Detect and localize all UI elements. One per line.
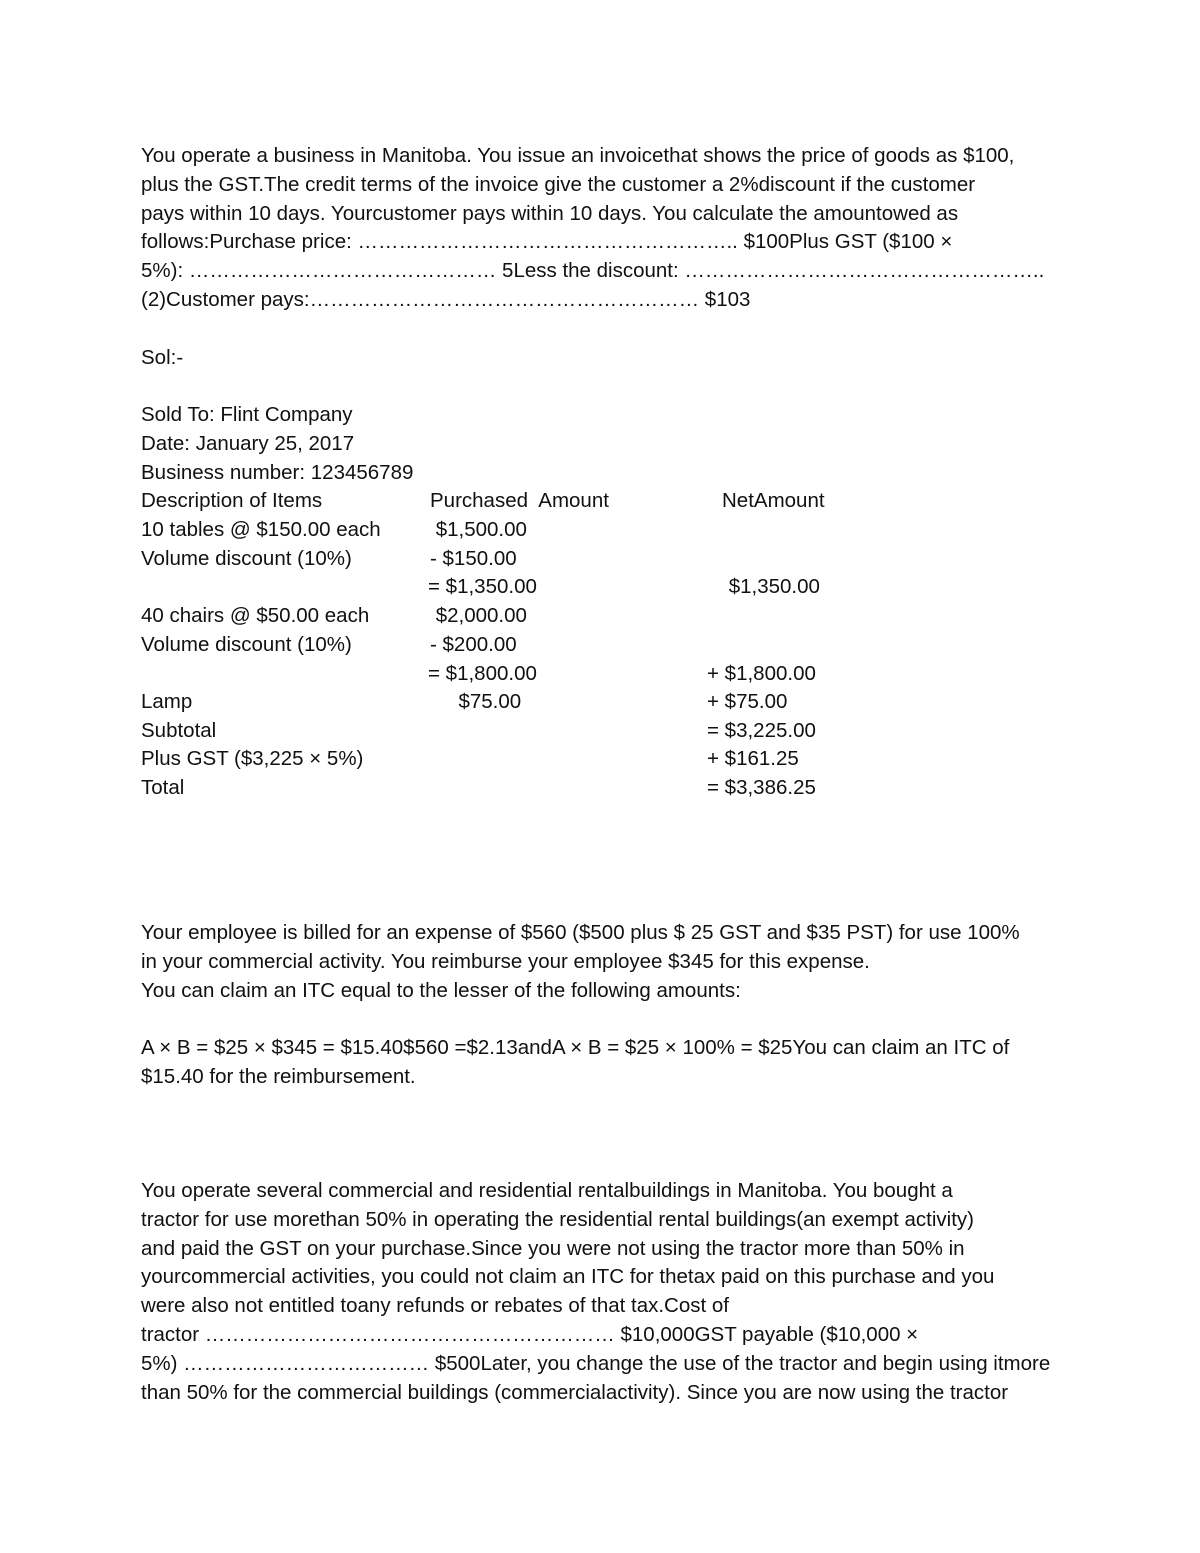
invoice-row	[141, 545, 1041, 574]
problem-2-calc-line: A × B = $25 × $345 = $15.40$560 =$2.13andA × B = $25 × 100% = $25You can claim an ITC of	[141, 1036, 1010, 1059]
invoice-row	[141, 717, 1041, 746]
sold-to: Sold To: Flint Company	[141, 403, 353, 426]
problem-2-calc-line: $15.40 for the reimbursement.	[141, 1064, 416, 1088]
problem-2-calculation	[141, 1034, 1071, 1092]
item-net-amount: = $3,225.00	[707, 719, 816, 742]
item-net-amount: + $1,800.00	[707, 662, 816, 685]
problem-3-line: 5%) ……………………………… $500Later, you change the use of the tractor and begin using itmore	[141, 1351, 1051, 1375]
invoice-date: Date: January 25, 2017	[141, 431, 355, 455]
problem-3-line: yourcommercial activities, you could not claim an ITC for thetax paid on this purchase and you	[141, 1265, 995, 1289]
invoice-header	[141, 401, 1071, 487]
problem-1-line: 5%): ……………………………………… 5Less the discount: ……………………………………………..	[141, 259, 1045, 283]
item-net-amount: + $161.25	[707, 747, 799, 770]
problem-1-line: follows:Purchase price: ……………………………………………….. $100Plus GST ($100 ×	[141, 230, 953, 254]
problem-3-line: You operate several commercial and residential rentalbuildings in Manitoba. You bought a	[141, 1179, 953, 1202]
problem-2-line: You can claim an ITC equal to the lesser of the following amounts:	[141, 978, 741, 1002]
invoice-row	[141, 774, 1041, 803]
invoice-row	[141, 745, 1041, 774]
problem-3-line: than 50% for the commercial buildings (commercialactivity). Since you are now using the tractor	[141, 1380, 1009, 1404]
problem-2-line: Your employee is billed for an expense of $560 ($500 plus $ 25 GST and $35 PST) for use 100%	[141, 921, 1020, 944]
item-net-amount: $1,350.00	[723, 575, 820, 598]
item-description: Volume discount (10%)	[141, 633, 352, 656]
problem-3-line: were also not entitled toany refunds or rebates of that tax.Cost of	[141, 1294, 730, 1318]
problem-1-line: (2)Customer pays:………………………………………………… $103	[141, 287, 751, 311]
item-description: 10 tables @ $150.00 each	[141, 518, 381, 541]
item-purchased-amount: $1,500.00	[430, 518, 527, 541]
invoice-row	[141, 631, 1041, 660]
problem-3-line: tractor for use morethan 50% in operating the residential rental buildings(an exempt activity)	[141, 1207, 974, 1231]
column-header-purchased: Purchased Amount	[430, 489, 609, 512]
problem-3-line: tractor …………………………………………………… $10,000GST payable ($10,000 ×	[141, 1322, 919, 1346]
item-description: Subtotal	[141, 719, 217, 742]
item-description: Volume discount (10%)	[141, 547, 352, 570]
item-purchased-amount: $2,000.00	[430, 604, 527, 627]
solution-label: Sol:-	[141, 346, 184, 369]
invoice-column-headers	[141, 487, 1041, 516]
item-description: 40 chairs @ $50.00 each	[141, 604, 370, 627]
item-purchased-amount: $75.00	[430, 690, 522, 713]
problem-3-line: and paid the GST on your purchase.Since you were not using the tractor more than 50% in	[141, 1236, 965, 1260]
invoice-row	[141, 602, 1041, 631]
item-purchased-amount: - $200.00	[430, 633, 517, 656]
problem-1-line: pays within 10 days. Yourcustomer pays within 10 days. You calculate the amountowed as	[141, 201, 959, 225]
problem-2-paragraph	[141, 919, 1071, 1005]
column-header-description: Description of Items	[141, 489, 323, 512]
invoice-row	[141, 660, 1041, 689]
item-purchased-amount: = $1,800.00	[428, 662, 537, 685]
problem-3-paragraph	[141, 1177, 1071, 1407]
business-number: Business number: 123456789	[141, 460, 414, 484]
item-net-amount: = $3,386.25	[707, 776, 816, 799]
item-net-amount: + $75.00	[707, 690, 788, 713]
item-description: Total	[141, 776, 185, 799]
item-description: Plus GST ($3,225 × 5%)	[141, 747, 364, 770]
invoice-row	[141, 688, 1041, 717]
item-purchased-amount: - $150.00	[430, 547, 517, 570]
item-purchased-amount: = $1,350.00	[428, 575, 537, 598]
column-header-net: NetAmount	[722, 489, 825, 512]
problem-1-line: You operate a business in Manitoba. You issue an invoicethat shows the price of goods as $100,	[141, 144, 1015, 167]
problem-2-line: in your commercial activity. You reimburse your employee $345 for this expense.	[141, 949, 870, 973]
problem-1-paragraph	[141, 142, 1071, 315]
item-description: Lamp	[141, 690, 193, 713]
invoice-row	[141, 573, 1041, 602]
problem-1-line: plus the GST.The credit terms of the invoice give the customer a 2%discount if the customer	[141, 172, 976, 196]
invoice-row	[141, 516, 1041, 545]
